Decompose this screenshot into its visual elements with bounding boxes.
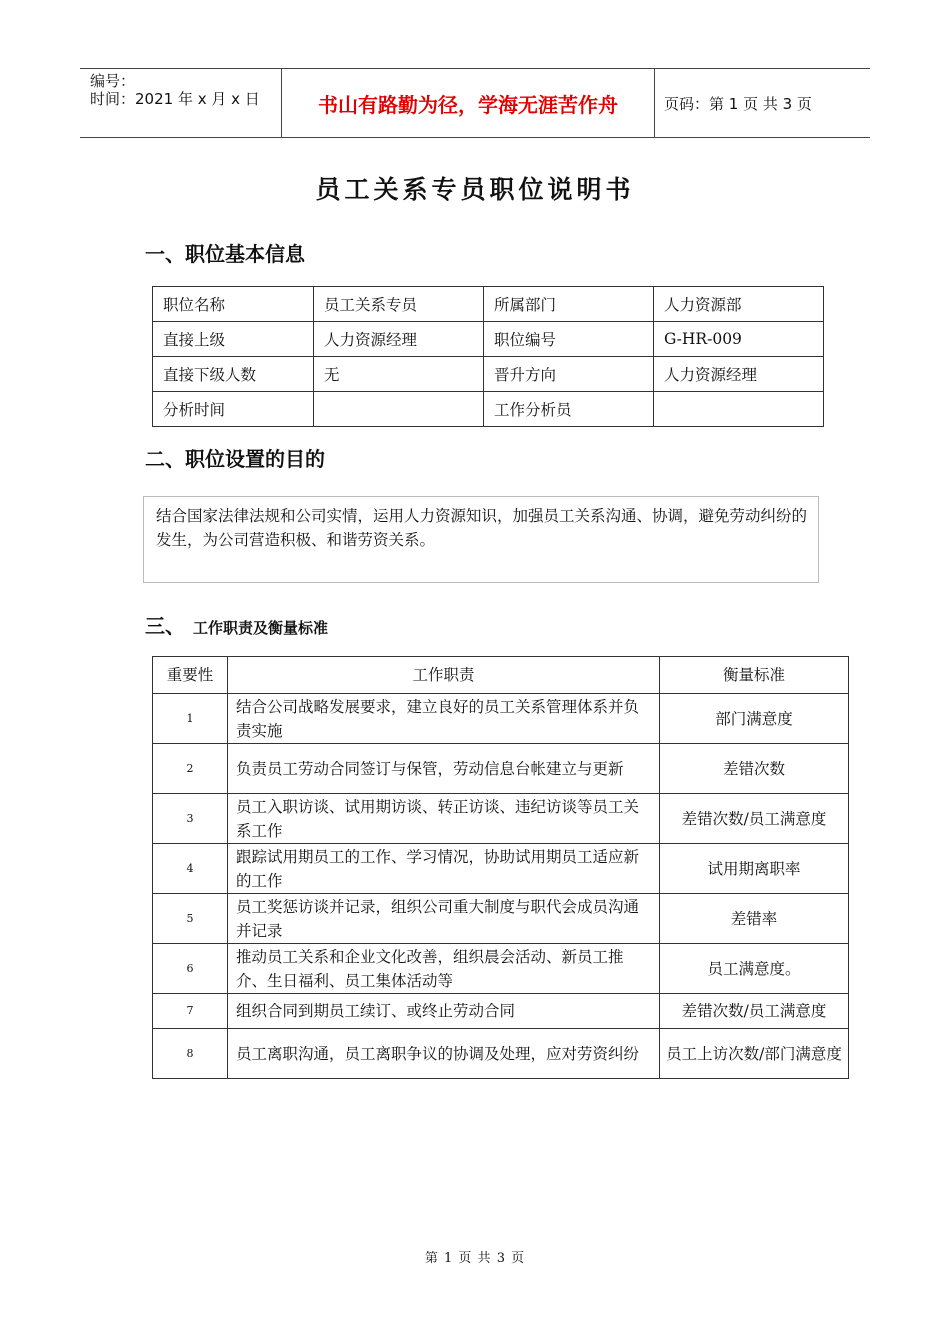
- importance-cell: 5: [153, 894, 228, 944]
- table-row: [153, 944, 849, 994]
- table-cell: [654, 392, 824, 427]
- standard-cell: 试用期离职率: [660, 844, 849, 894]
- header-motto: 书山有路勤为径，学海无涯苦作舟: [282, 69, 655, 137]
- section-1-heading: 一、职位基本信息: [145, 242, 305, 266]
- table-cell: 职位编号: [484, 322, 654, 357]
- basic-info-table: [152, 286, 824, 427]
- duty-cell: 员工奖惩访谈并记录，组织公司重大制度与职代会成员沟通并记录: [228, 894, 660, 944]
- column-header: 衡量标准: [660, 657, 849, 694]
- table-cell: 分析时间: [153, 392, 314, 427]
- standard-cell: 差错次数/员工满意度: [660, 994, 849, 1029]
- header-meta: [80, 69, 282, 137]
- duty-cell: 员工离职沟通，员工离职争议的协调及处理，应对劳资纠纷: [228, 1029, 660, 1079]
- table-row: [153, 994, 849, 1029]
- standard-cell: 差错次数: [660, 744, 849, 794]
- document-date: 时间：2021 年 x 月 x 日: [90, 90, 260, 108]
- column-header: 重要性: [153, 657, 228, 694]
- standard-cell: 员工满意度。: [660, 944, 849, 994]
- table-cell: 职位名称: [153, 287, 314, 322]
- table-row: [153, 287, 824, 322]
- importance-cell: 7: [153, 994, 228, 1029]
- table-cell: 人力资源经理: [314, 322, 484, 357]
- column-header: 工作职责: [228, 657, 660, 694]
- section-3-heading: [145, 610, 328, 639]
- section-3-number: 三、: [145, 614, 185, 638]
- table-row: [153, 894, 849, 944]
- table-cell: 人力资源经理: [654, 357, 824, 392]
- duties-table: [152, 656, 849, 1079]
- standard-cell: 部门满意度: [660, 694, 849, 744]
- table-row: [153, 694, 849, 744]
- table-row: [153, 322, 824, 357]
- page-header: [80, 68, 870, 138]
- duty-cell: 负责员工劳动合同签订与保管，劳动信息台帐建立与更新: [228, 744, 660, 794]
- standard-cell: 差错次数/员工满意度: [660, 794, 849, 844]
- table-cell: 晋升方向: [484, 357, 654, 392]
- importance-cell: 4: [153, 844, 228, 894]
- table-cell: 直接下级人数: [153, 357, 314, 392]
- document-number: 编号：: [90, 72, 136, 90]
- table-row: [153, 1029, 849, 1079]
- document-title: 员工关系专员职位说明书: [315, 175, 635, 204]
- duty-cell: 结合公司战略发展要求，建立良好的员工关系管理体系并负责实施: [228, 694, 660, 744]
- section-2-heading: 二、职位设置的目的: [145, 447, 325, 471]
- importance-cell: 2: [153, 744, 228, 794]
- table-cell: 所属部门: [484, 287, 654, 322]
- table-cell: 人力资源部: [654, 287, 824, 322]
- duty-cell: 组织合同到期员工续订、或终止劳动合同: [228, 994, 660, 1029]
- table-row: [153, 844, 849, 894]
- duty-cell: 跟踪试用期员工的工作、学习情况，协助试用期员工适应新的工作: [228, 844, 660, 894]
- table-row: [153, 392, 824, 427]
- purpose-text: 结合国家法律法规和公司实情，运用人力资源知识，加强员工关系沟通、协调，避免劳动纠纷的发生，为公司营造积极、和谐劳资关系。: [143, 496, 819, 583]
- table-cell: [314, 392, 484, 427]
- header-page-info: 页码：第 1 页 共 3 页: [664, 94, 812, 113]
- table-cell: 工作分析员: [484, 392, 654, 427]
- standard-cell: 员工上访次数/部门满意度: [660, 1029, 849, 1079]
- table-cell: 直接上级: [153, 322, 314, 357]
- importance-cell: 3: [153, 794, 228, 844]
- section-3-title: 工作职责及衡量标准: [193, 619, 329, 637]
- table-cell: 无: [314, 357, 484, 392]
- standard-cell: 差错率: [660, 894, 849, 944]
- page-footer: 第 1 页 共 3 页: [424, 1251, 526, 1266]
- table-cell: 员工关系专员: [314, 287, 484, 322]
- importance-cell: 1: [153, 694, 228, 744]
- table-row: [153, 357, 824, 392]
- duty-cell: 推动员工关系和企业文化改善，组织晨会活动、新员工推介、生日福利、员工集体活动等: [228, 944, 660, 994]
- duty-cell: 员工入职访谈、试用期访谈、转正访谈、违纪访谈等员工关系工作: [228, 794, 660, 844]
- importance-cell: 8: [153, 1029, 228, 1079]
- table-row: [153, 794, 849, 844]
- importance-cell: 6: [153, 944, 228, 994]
- table-row: [153, 744, 849, 794]
- table-header-row: [153, 657, 849, 694]
- table-cell: G-HR-009: [654, 322, 824, 357]
